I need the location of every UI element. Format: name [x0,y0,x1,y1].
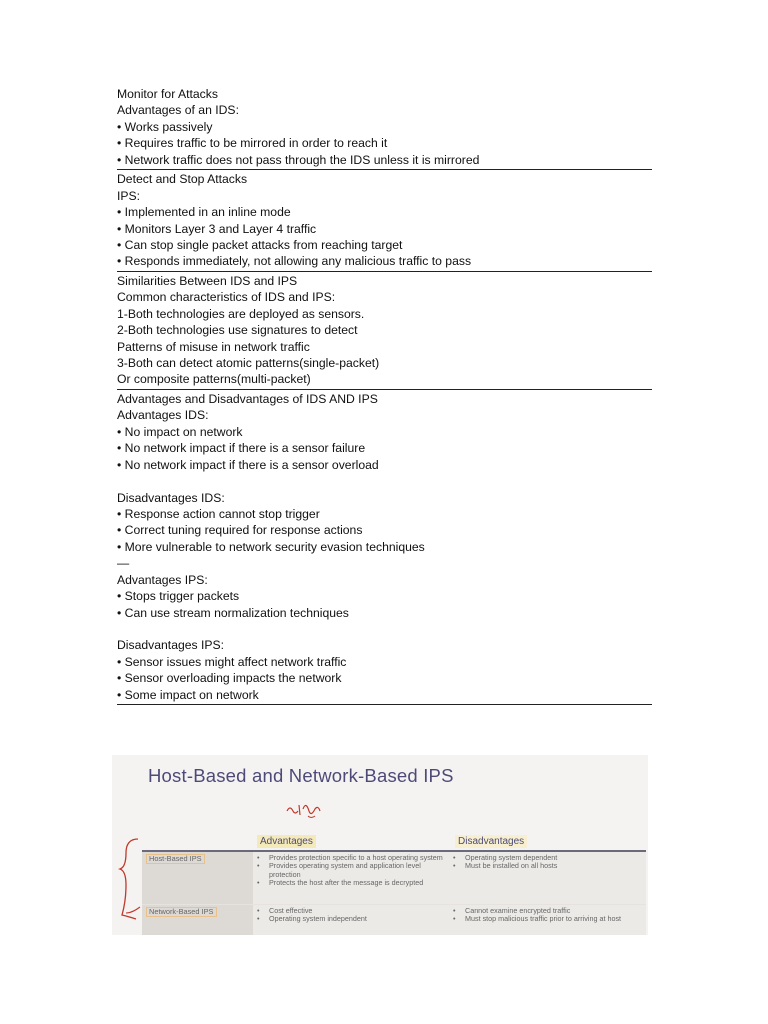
row-label-cell [142,905,253,936]
text-line: • No network impact if there is a sensor overload [117,457,379,472]
text-line: Detect and Stop Attacks [117,172,248,187]
text-line: Similarities Between IDS and IPS [117,273,298,288]
text-line: 3-Both can detect atomic patterns(single-packet) [117,356,380,370]
text-line: • Some impact on network [117,687,259,702]
bullet-item: • Must be installed on all hosts [453,861,558,871]
blank-line [117,473,652,489]
bullet-item: • Operating system dependent [453,853,558,862]
text-line: Common characteristics of IDS and IPS: [117,290,336,305]
text-line: • No impact on network [117,424,243,439]
text-line: • More vulnerable to network security evasion techniques [117,539,425,554]
disadvantages-header: Disadvantages [455,835,527,848]
text-line: • Correct tuning required for response actions [117,523,363,538]
text-line: • Works passively [117,119,213,134]
text-line: IPS: [117,188,141,203]
text-line: • No network impact if there is a sensor failure [117,441,366,456]
text-line: • Response action cannot stop trigger [117,506,320,521]
row-label: Network-Based IPS [146,907,217,917]
text-line: 2-Both technologies use signatures to detect [117,323,358,338]
text-line: 1-Both technologies are deployed as sensors. [117,306,365,321]
row-label-cell [142,851,253,905]
text-line: • Can stop single packet attacks from reaching target [117,237,403,252]
advantages-cell [253,905,449,936]
text-line: • Requires traffic to be mirrored in order to reach it [117,136,388,151]
text-line: Or composite patterns(multi-packet) [117,372,311,387]
bullet-item: • Protects the host after the message is decrypted [257,878,424,888]
handwritten-bracket [116,837,142,929]
text-line: • Monitors Layer 3 and Layer 4 traffic [117,221,317,236]
text-line: • Responds immediately, not allowing any malicious traffic to pass [117,254,472,269]
text-line: • Sensor issues might affect network traffic [117,654,347,669]
text-line: Advantages IPS: [117,572,208,587]
bullet-item: • Cost effective [257,906,313,915]
comparison-table [142,850,646,935]
text-line: • Sensor overloading impacts the network [117,671,342,686]
text-line: — [117,556,130,571]
bullet-item: • Provides protection specific to a host operating system [257,853,443,862]
bullet-item: • Operating system independent [257,914,367,924]
bullet-item: • Must stop malicious traffic prior to arriving at host [453,914,622,924]
text-line: Advantages and Disadvantages of IDS AND IPS [117,391,378,406]
text-line: Disadvantages IDS: [117,490,225,505]
embedded-slide-image [112,755,648,935]
text-section [117,171,652,272]
text-section [117,86,652,170]
text-line: • Implemented in an inline mode [117,205,291,220]
text-line: Advantages IDS: [117,408,209,423]
text-line: Disadvantages IPS: [117,638,225,653]
bullet-item: • Cannot examine encrypted traffic [453,906,571,915]
text-line: Advantages of an IDS: [117,103,239,118]
table-row [142,851,646,905]
advantages-header: Advantages [257,835,316,848]
text-section [117,391,652,705]
bullet-item: • Provides operating system and application level protection [257,861,421,879]
text-line: • Can use stream normalization techniques [117,605,349,620]
row-label: Host-Based IPS [146,854,205,864]
table-row [142,905,646,936]
text-line: Patterns of misuse in network traffic [117,339,310,354]
text-section [117,273,652,390]
text-line: Monitor for Attacks [117,87,218,101]
advantages-cell [253,851,449,905]
disadvantages-cell [449,851,646,905]
text-line: • Stops trigger packets [117,589,240,604]
document-body [117,86,652,706]
blank-line [117,621,652,637]
text-line: • Network traffic does not pass through the IDS unless it is mirrored [117,152,480,167]
handwritten-annotation [284,799,324,821]
disadvantages-cell [449,905,646,936]
slide-title: Host-Based and Network-Based IPS [148,765,454,786]
